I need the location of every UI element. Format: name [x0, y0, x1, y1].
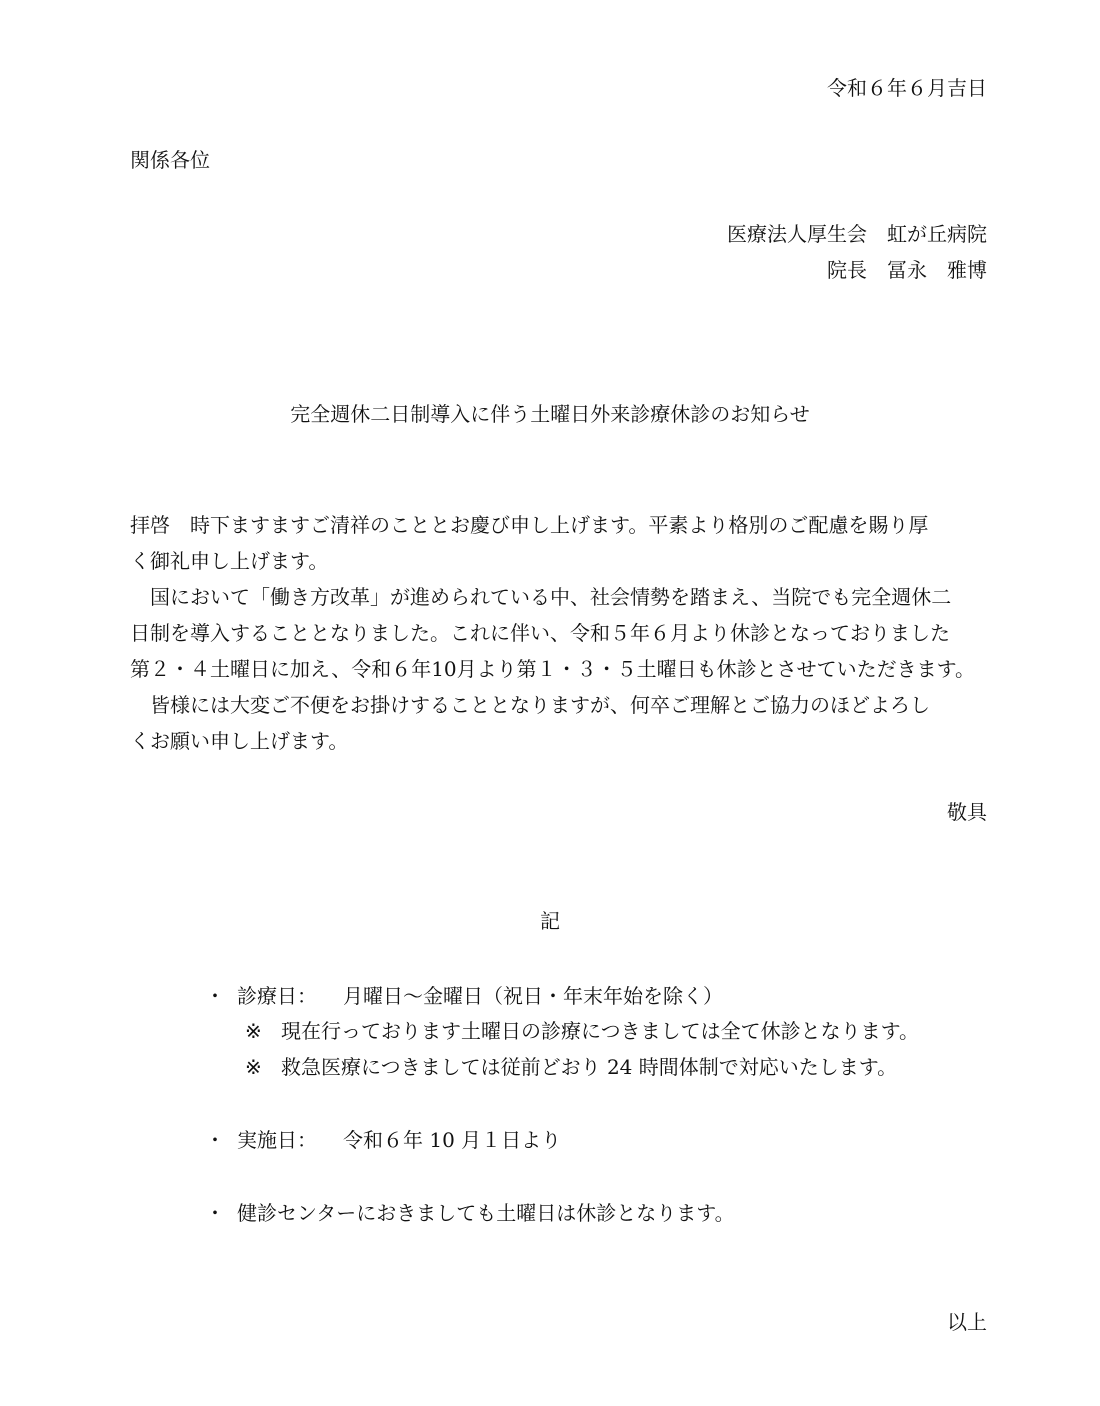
body-line: くお願い申し上げます。 [130, 729, 349, 753]
body-line: 皆様には大変ご不便をお掛けすることとなりますが、何卒ご理解とご協力のほどよろし [130, 693, 930, 717]
end-mark: 以上 [947, 1310, 987, 1334]
date-label: 実施日： [237, 1128, 317, 1152]
list-item [205, 1199, 735, 1227]
addressee: 関係各位 [130, 148, 210, 172]
body-line: 国において「働き方改革」が進められている中、社会情勢を踏まえ、当院でも完全週休二 [130, 585, 952, 609]
date-value: 令和６年 10 月１日より [343, 1128, 562, 1152]
bullet-mark: ・ [205, 1201, 225, 1225]
closing-word: 敬具 [947, 800, 987, 824]
bullet-mark: ・ [205, 984, 225, 1008]
record-heading: 記 [540, 909, 560, 933]
note-item [245, 1017, 919, 1045]
body-line: 拝啓 時下ますますご清祥のこととお慶び申し上げます。平素より格別のご配慮を賜り厚 [130, 513, 929, 537]
list-item [205, 982, 723, 1010]
sender-name: 院長 冨永 雅博 [827, 258, 987, 282]
list-item [205, 1126, 561, 1154]
schedule-label: 診療日： [237, 984, 317, 1008]
checkup-text: 健診センターにおきましても土曜日は休診となります。 [237, 1201, 735, 1225]
note-mark: ※ [245, 1019, 262, 1043]
note-mark: ※ [245, 1055, 262, 1079]
body-line: 日制を導入することとなりました。これに伴い、令和５年６月より休診となっておりました [130, 621, 950, 645]
bullet-mark: ・ [205, 1128, 225, 1152]
body-line: く御礼申し上げます。 [130, 549, 329, 573]
note-text: 現在行っております土曜日の診療につきましては全て休診となります。 [281, 1019, 919, 1043]
note-item [245, 1053, 897, 1081]
issue-date: 令和６年６月吉日 [827, 76, 987, 100]
sender-organization: 医療法人厚生会 虹が丘病院 [727, 222, 987, 246]
body-line: 第２・４土曜日に加え、令和６年10月より第１・３・５土曜日も休診とさせていただきます。 [130, 657, 976, 681]
body-text [130, 507, 988, 759]
schedule-value: 月曜日～金曜日（祝日・年末年始を除く） [343, 984, 723, 1008]
notice-title: 完全週休二日制導入に伴う土曜日外来診療休診のお知らせ [290, 402, 810, 426]
note-text: 救急医療につきましては従前どおり 24 時間体制で対応いたします。 [281, 1055, 898, 1079]
